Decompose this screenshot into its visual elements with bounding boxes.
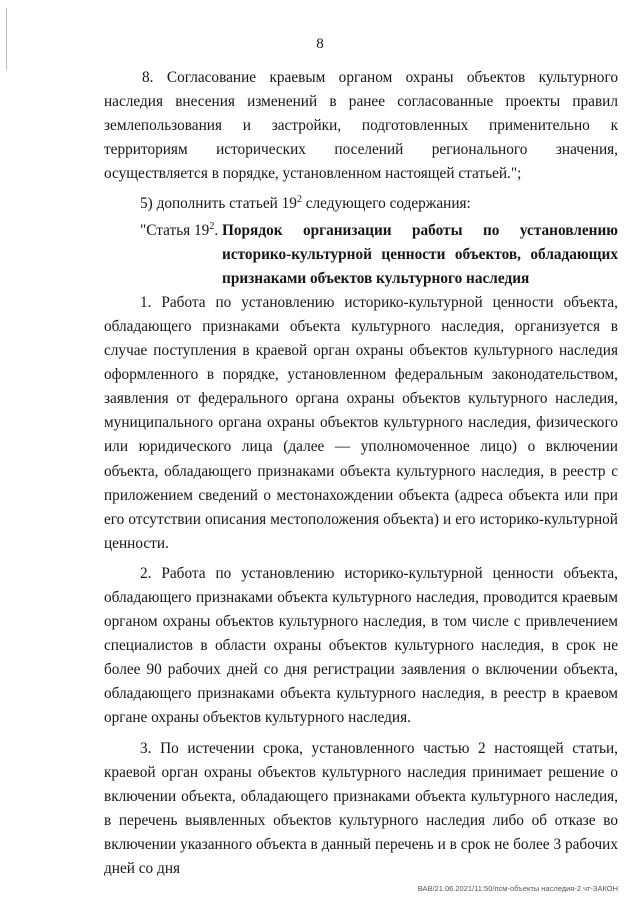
paragraph-part-8: 8. Согласование краевым органом охраны объектов культурного наследия внесения изменений в ранее согласованные проекты правил землепользования и застройки, подготовленных применительно к территориям исторических поселений регионального значения, осуществляется в порядке, установленном настоящей статьей."; bbox=[104, 69, 618, 183]
paragraph-section-3: 3. По истечении срока, установленного частью 2 настоящей статьи, краевой орган охраны объектов культурного наследия принимает решение о включении объекта, обладающего признаками объекта культурного наследия, в перечень выявленных объектов культурного наследия либо об отказе во включении указанного объекта в данный перечень и в срок не более 3 рабочих дней со дня bbox=[104, 739, 618, 877]
item5-suffix: следующего содержания: bbox=[301, 195, 471, 213]
document-body bbox=[104, 66, 618, 881]
article-label-suffix: . bbox=[214, 221, 219, 239]
article-title: Порядок организации работы по установлению историко-культурной ценности объектов, обладающих признаками объектов культурного наследия bbox=[222, 221, 618, 287]
item5-prefix: 5) дополнить статьей 19 bbox=[140, 195, 297, 213]
footer-file-stamp: ВАВ/21.06.2021/11:50/псм-объекты наследия-2 чт-ЗАКОН bbox=[417, 884, 618, 893]
paragraph-section-1: 1. Работа по установлению историко-культурной ценности объекта, обладающего признаками объекта культурного наследия, организуется в случае поступления в краевой орган охраны объектов культурного наследия оформленного в порядке, установленном федеральным законодательством, заявления от федерального органа охраны объектов культурного наследия, муниципального органа охраны объектов культурного наследия, физического или юридического лица (далее — уполномоченное лицо) о включении объекта, обладающего признаками объекта культурного наследия, в реестр с приложением сведений о местонахождении объекта (адреса объекта или при его отсутствии описания местоположения объекта) и его историко-культурной ценности. bbox=[104, 293, 618, 552]
article-label bbox=[104, 219, 222, 291]
item5-superscript: 2 bbox=[296, 194, 302, 206]
paragraph-item-5 bbox=[104, 192, 618, 216]
article-label-prefix: "Статья 19 bbox=[140, 221, 210, 239]
article-heading bbox=[104, 219, 618, 291]
article-label-superscript: 2 bbox=[209, 220, 215, 232]
paragraph-section-2: 2. Работа по установлению историко-культурной ценности объекта, обладающего признаками объекта культурного наследия, проводится краевым органом охраны объектов культурного наследия, в том числе с привлечением специалистов в области охраны объектов культурного наследия, в срок не более 90 рабочих дней со дня регистрации заявления о включении объекта, обладающего признаками объекта культурного наследия, в реестр в краевом органе охраны объектов культурного наследия. bbox=[104, 564, 618, 727]
page-number: 8 bbox=[316, 36, 324, 52]
